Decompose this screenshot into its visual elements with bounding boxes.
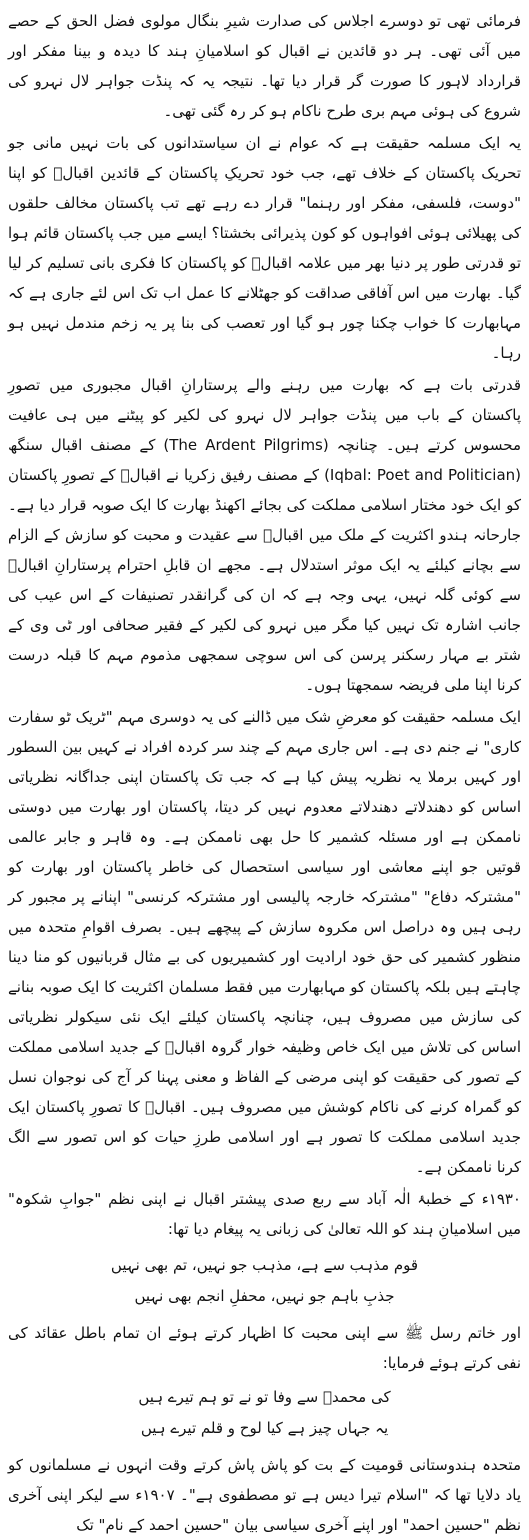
paragraph-7: متحدہ ہندوستانی قومیت کے بت کو پاش پاش کرتے وقت انہوں نے مسلمانوں کو یاد دلایا تھا کہ "اسلام تیرا دیس ہے تو مصطفوی ہے"۔ ۱۹۰۷ء سے لیکر اپنی آخری نظم "حسین احمد" اور اپنے آخری سیاسی بیان "حسین احمد کے نام" تک: [8, 1456, 522, 1534]
verse-line: کی محمدؐ سے وفا تو نے تو ہم تیرے ہیں: [138, 1388, 391, 1406]
paragraph-5: ۱۹۳۰ء کے خطبۂ الٰہ آباد سے ربع صدی پیشتر اقبال نے اپنی نظم "جوابِ شکوہ" میں اسلامیانِ ہند کو اللہ تعالیٰ کی زبانی یہ پیغام دیا تھا:: [8, 1190, 521, 1238]
verse-block-2: [8, 1382, 521, 1444]
paragraph-2: یہ ایک مسلمہ حقیقت ہے کہ عوام نے ان سیاستدانوں کی بات نہیں مانی جو تحریک پاکستان کے خلاف تھے، جب خود تحریکِ پاکستان کے قائدین اقبالؒ کو اپنا "دوست، فلسفی، مفکر اور رہنما" قرار دے رہے تھے تب پاکستان مخالف حلقوں کی پھیلائی ہوئی افواہوں کو کون پذیرائی بخشتا؟ ایسے میں جب پاکستان قائم ہوا تو قدرتی طور پر دنیا بھر میں علامہ اقبالؒ کو پاکستان کا فکری بانی تسلیم کر لیا گیا۔ بھارت میں اس آفاقی صداقت کو جھٹلانے کا عمل اب تک اس لئے جاری ہے کہ مہابھارت کا خواب چکنا چور ہو گیا اور تعصب کی بنا پر یہ زخم مندمل نہیں ہو رہا۔: [8, 134, 521, 362]
paragraph-1: فرمائی تھی تو دوسرے اجلاس کی صدارت شیرِ بنگال مولوی فضل الحق کے حصے میں آئی تھی۔ ہر دو قائدین نے اقبال کو اسلامیانِ ہند کا دیدہ و بینا مفکر اور قرارداد لاہور کا صورت گر قرار دیا تھا۔ نتیجہ یہ کہ پنڈت جواہر لال نہرو کی شروع کی ہوئی مہم بری طرح ناکام ہو کر رہ گئی تھی۔: [8, 12, 521, 120]
paragraph-4: ایک مسلمہ حقیقت کو معرضِ شک میں ڈالنے کی یہ دوسری مہم "ٹریک ٹو سفارت کاری" نے جنم دی ہے۔ اس جاری مہم کے چند سر کردہ افراد نے کہیں بین السطور اور کہیں برملا یہ نظریہ پیش کیا ہے کہ جب تک پاکستان اپنی جداگانہ نظریاتی اساس کو دھندلاتے دھندلاتے معدوم نہیں کر دیتا، پاکستان اور بھارت میں دوستی ناممکن ہے اور مسئلہ کشمیر کا حل بھی ناممکن ہے۔ وہ قاہر و جابر عالمی قوتیں جو اپنے معاشی اور سیاسی استحصال کی خاطر پاکستان اور بھارت کو "مشترکہ دفاع" "مشترکہ خارجہ پالیسی اور مشترکہ کرنسی" اپنانے پر مجبور کر رہی ہیں وہ دراصل اس مکروہ سازش کے پیچھے ہیں۔ بصرف اقوامِ متحدہ میں منظور کشمیر کی حق خود ارادیت اور کشمیریوں کی بے مثال قربانیوں کو منا دینا چاہتے ہیں بلکہ پاکستان کو مہابھارت میں فقط مسلمان اکثریت کا ایک صوبہ بنانے کی سازش میں مصروف ہیں، چنانچہ پاکستان کیلئے ایک نئی سیکولر نظریاتی اساس کی تلاش میں ایک خاص وظیفہ خوار گروہ اقبالؒ کے جدید اسلامی مملکت کے تصور کی حقیقت کو اپنی مرضی کے الفاظ و معنی پہنا کر آج کی نوجوان نسل کو گمراہ کرنے کی ناکام کوشش میں مصروف ہیں۔ اقبالؒ کا تصورِ پاکستان ایک جدید اسلامی مملکت کا تصور ہے اور اسلامی طرزِ حیات کو اس تصور سے الگ کرنا ناممکن ہے۔: [8, 708, 521, 1176]
verse-line: قوم مذہب سے ہے، مذہب جو نہیں، تم بھی نہیں: [110, 1256, 419, 1274]
verse-line: یہ جہاں چیز ہے کیا لوح و قلم تیرے ہیں: [140, 1419, 389, 1437]
verse-block-1: [8, 1250, 521, 1312]
verse-line: جذبِ باہم جو نہیں، محفلِ انجم بھی نہیں: [134, 1287, 395, 1305]
paragraph-3: قدرتی بات ہے کہ بھارت میں رہنے والے پرستارانِ اقبال مجبوری میں تصورِ پاکستان کے باب میں پنڈت جواہر لال نہرو کی لکیر کو پیٹنے میں ہی عافیت محسوس کرتے ہیں۔ چنانچہ (The Ardent Pilgrims) کے مصنف اقبال سنگھ (Iqbal: Poet and Politician) کے مصنف رفیق زکریا نے اقبالؒ کے تصورِ پاکستان کو ایک خود مختار اسلامی مملکت کی بجائے اکھنڈ بھارت کا ایک صوبہ قرار دیا ہے۔ جارحانہ ہندو اکثریت کے ملک میں اقبالؒ سے عقیدت و محبت کو سازش کے الزام سے بچانے کیلئے یہ ایک موثر استدلال ہے۔ مجھے ان قابلِ احترام پرستارانِ اقبالؒ سے کوئی گلہ نہیں، یہی وجہ ہے کہ ان کی گرانقدر تصنیفات کے اس عیب کی جانب اشارہ تک نہیں کیا مگر میں نہرو کی لکیر کے فقیر صحافی اور ٹی وی کے شتر بے مہار رسکنر پرسن کی اس سوچی سمجھی مذموم مہم کا قبلہ درست کرنا اپنا ملی فریضہ سمجھتا ہوں۔: [8, 376, 521, 694]
paragraph-6: اور خاتم رسل ﷺ سے اپنی محبت کا اظہار کرتے ہوئے ان تمام باطل عقائد کی نفی کرتے ہوئے فرمایا:: [8, 1324, 521, 1372]
